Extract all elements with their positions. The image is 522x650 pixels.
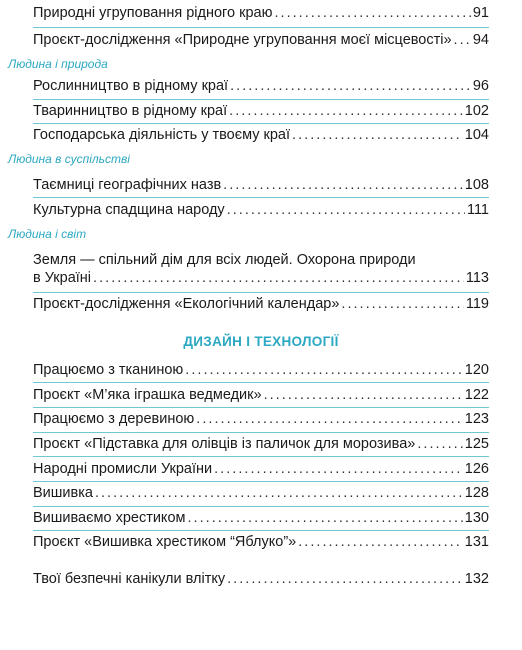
dot-leader: [298, 533, 463, 551]
separator-line: [33, 432, 489, 433]
toc-entry-title-line1: Земля — спільний дім для всіх людей. Охорона природи: [33, 252, 416, 268]
separator-line: [33, 407, 489, 408]
dot-leader: [214, 460, 463, 478]
subsection-title: Людина в суспільстві: [8, 152, 130, 166]
toc-entry[interactable]: [33, 295, 489, 313]
separator-line: [33, 456, 489, 457]
toc-entry[interactable]: [33, 4, 489, 22]
toc-entry-title: Проєкт «М’яка іграшка ведмедик»: [33, 387, 262, 403]
toc-entry-page: 102: [464, 103, 489, 119]
toc-entry-title: Таємниці географічних назв: [33, 177, 222, 193]
toc-entry[interactable]: [33, 410, 489, 428]
dot-leader: [227, 570, 463, 588]
toc-entry[interactable]: [33, 102, 489, 120]
toc-entry-page: 119: [465, 296, 489, 312]
dot-leader: [223, 176, 463, 194]
toc-entry-page: 125: [464, 436, 489, 452]
dot-leader: [417, 435, 462, 453]
dot-leader: [95, 484, 463, 502]
toc-entry-title: Вишивка: [33, 485, 93, 501]
toc-entry-page: 126: [464, 461, 489, 477]
toc-entry-page: 128: [464, 485, 489, 501]
toc-entry-title: Господарська діяльність у твоєму краї: [33, 127, 291, 143]
toc-entry-page: 130: [464, 510, 489, 526]
separator-line: [33, 123, 489, 124]
separator-line: [33, 292, 489, 293]
separator-line: [33, 506, 489, 507]
subsection-title: Людина і природа: [8, 57, 108, 71]
toc-entry[interactable]: [33, 361, 489, 379]
toc-entry[interactable]: [33, 31, 489, 49]
separator-line: [33, 27, 489, 28]
toc-entry-page: 122: [464, 387, 489, 403]
dot-leader: [454, 31, 471, 49]
dot-leader: [341, 295, 463, 313]
toc-entry-title: Працюємо з тканиною: [33, 362, 184, 378]
dot-leader: [185, 361, 463, 379]
toc-entry-title: Тваринництво в рідному краї: [33, 103, 228, 119]
dot-leader: [264, 386, 463, 404]
section-heading: ДИЗАЙН І ТЕХНОЛОГІЇ: [183, 334, 339, 349]
toc-entry-title: Проєкт-дослідження «Екологічний календар»: [33, 296, 340, 312]
toc-entry-title: Твої безпечні канікули влітку: [33, 571, 226, 587]
toc-entry[interactable]: [33, 201, 489, 219]
dot-leader: [230, 77, 471, 95]
toc-entry-page: 94: [472, 32, 489, 48]
toc-entry[interactable]: [33, 570, 489, 588]
toc-entry[interactable]: [33, 126, 489, 144]
toc-entry[interactable]: [33, 77, 489, 95]
toc-entry-title: Проєкт «Вишивка хрестиком “Яблуко”»: [33, 534, 297, 550]
dot-leader: [292, 126, 463, 144]
dot-leader: [274, 4, 470, 22]
toc-entry-page: 123: [464, 411, 489, 427]
toc-entry[interactable]: [33, 484, 489, 502]
toc-entry-title: Вишиваємо хрестиком: [33, 510, 186, 526]
toc-entry-page: 96: [472, 78, 489, 94]
toc-entry-page: 111: [466, 202, 489, 218]
toc-entry-page: 131: [464, 534, 489, 550]
toc-entry-title: Проєкт «Підставка для олівців із паличок для морозива»: [33, 436, 416, 452]
separator-line: [33, 481, 489, 482]
toc-entry-page: 120: [464, 362, 489, 378]
subsection-title: Людина і світ: [8, 227, 87, 241]
toc-entry[interactable]: [33, 435, 489, 453]
separator-line: [33, 99, 489, 100]
dot-leader: [196, 410, 463, 428]
toc-entry-page: 91: [472, 5, 489, 21]
toc-entry[interactable]: [33, 386, 489, 404]
separator-line: [33, 382, 489, 383]
toc-entry[interactable]: [33, 509, 489, 527]
toc-entry[interactable]: [33, 460, 489, 478]
toc-entry-title: Працюємо з деревиною: [33, 411, 195, 427]
toc-entry-page: 113: [465, 270, 489, 286]
separator-line: [33, 197, 489, 198]
toc-entry-title: Природні угруповання рідного краю: [33, 5, 273, 21]
toc-entry-title: Культурна спадщина народу: [33, 202, 225, 218]
dot-leader: [229, 102, 463, 120]
toc-entry[interactable]: [33, 251, 489, 287]
toc-entry-page: 104: [464, 127, 489, 143]
dot-leader: [187, 509, 462, 527]
separator-line: [33, 530, 489, 531]
toc-entry-page: 108: [464, 177, 489, 193]
toc-entry-page: 132: [464, 571, 489, 587]
toc-entry-title: Проєкт-дослідження «Природне угруповання моєї місцевості»: [33, 32, 452, 48]
dot-leader: [227, 201, 465, 219]
toc-entry-title: в Україні: [33, 270, 92, 286]
dot-leader: [93, 269, 464, 287]
toc-entry-title: Народні промисли України: [33, 461, 213, 477]
toc-entry[interactable]: [33, 176, 489, 194]
toc-entry[interactable]: [33, 533, 489, 551]
toc-entry-title: Рослинництво в рідному краї: [33, 78, 229, 94]
